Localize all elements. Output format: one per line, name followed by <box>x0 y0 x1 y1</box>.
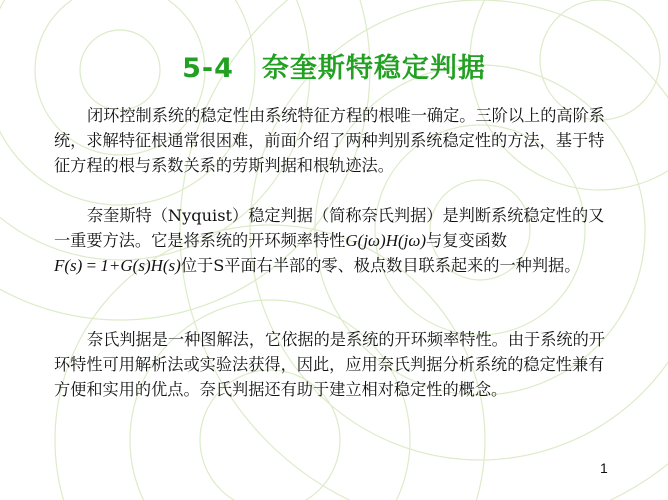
formula-open-loop-frequency: G(jω)H(jω) <box>345 231 427 250</box>
formula-complex-function: F(s) = 1+G(s)H(s) <box>54 256 181 275</box>
paragraph-text-2: 与复变函数 <box>426 231 507 250</box>
paragraph-intro: 闭环控制系统的稳定性由系统特征方程的根唯一确定。三阶以上的高阶系统，求解特征根通常很困难，前面介绍了两种判别系统稳定性的方法，基于特征方程的根与系数关系的劳斯判据和根轨迹法。 <box>54 106 605 175</box>
paragraph-graphical-method: 奈氏判据是一种图解法，它依据的是系统的开环频率特性。由于系统的开环特性可用解析法或实验法获得，因此，应用奈氏判据分析系统的稳定性兼有方便和实用的优点。奈氏判据还有助于建立相对稳定性的概念。 <box>54 330 605 399</box>
formula-rhs: 1+G(s)H(s) <box>100 256 181 275</box>
formula-lhs: F(s) <box>54 256 83 275</box>
paragraph-nyquist-definition <box>54 203 614 278</box>
page-number: 1 <box>600 460 608 476</box>
slide-title: 5-4 奈奎斯特稳定判据 <box>182 53 486 84</box>
paragraph-text-3: 位于S平面右半部的零、极点数目联系起来的一种判据。 <box>180 256 581 275</box>
paragraph-text-1: 奈奎斯特（Nyquist）稳定判据（简称奈氏判据）是判断系统稳定性的又一重要方法。它是将系统的开环频率特性 <box>54 206 605 250</box>
